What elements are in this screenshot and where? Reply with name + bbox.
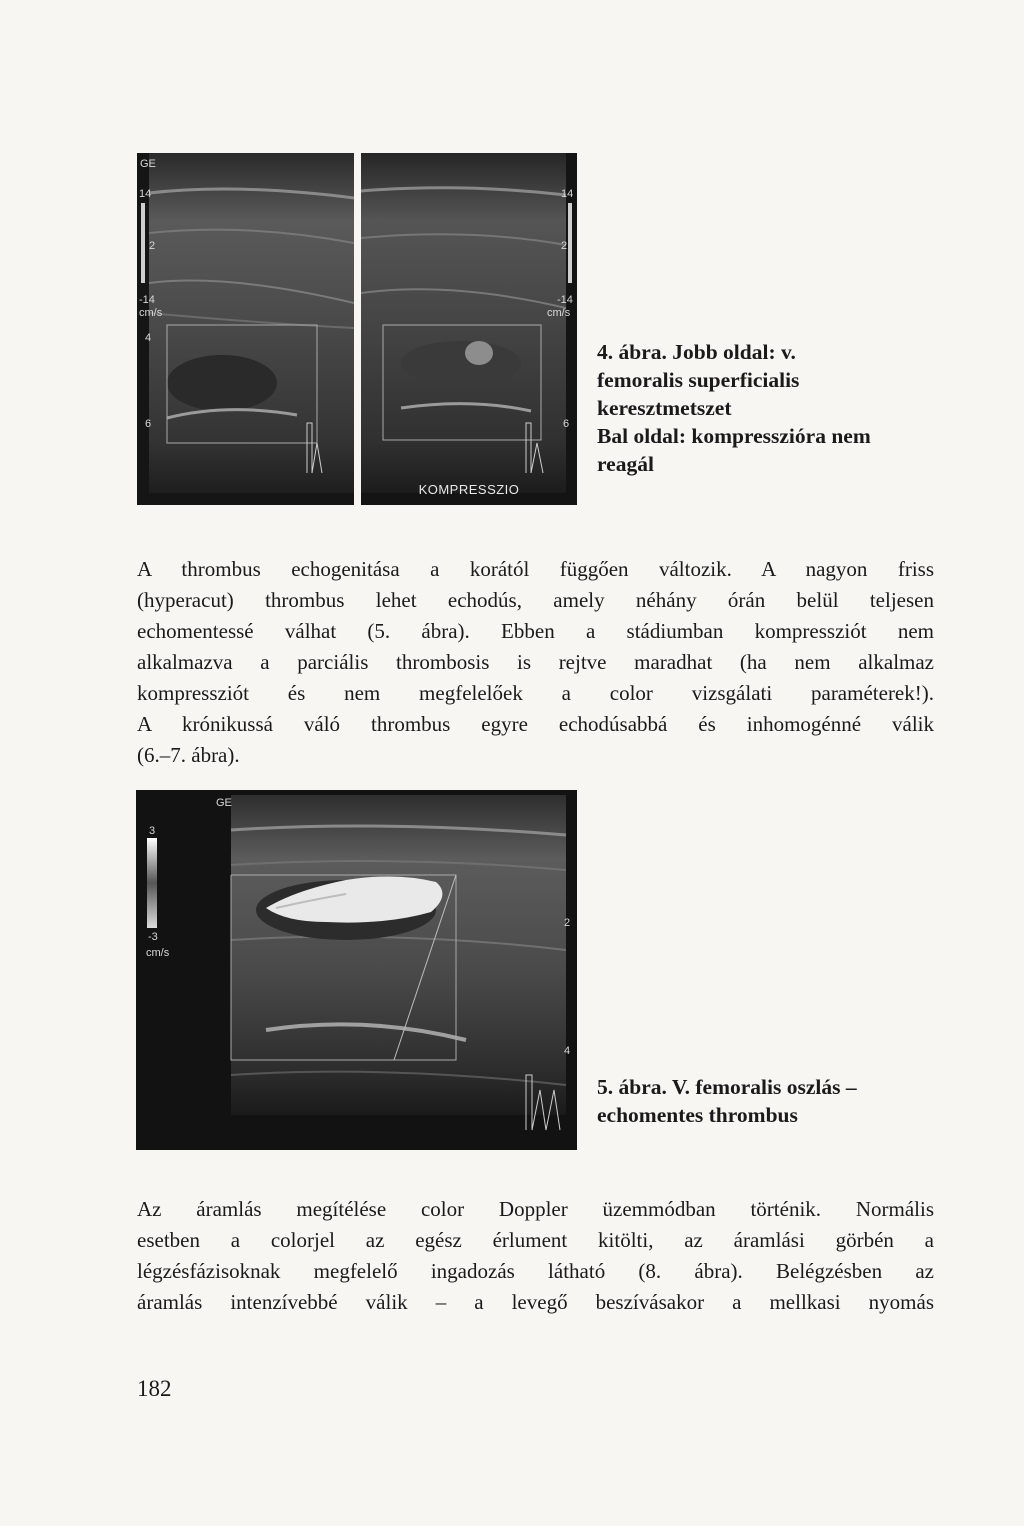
scale-top-label: 14 [561,188,574,200]
depth-label-2: 2 [564,917,571,929]
text-line: (hyperacut) thrombus lehet echodús, amely néhány órán belül teljesen [137,588,934,612]
compression-overlay-text: KOMPRESSZIO [418,482,520,497]
scale-bottom-label: -14 [139,294,155,306]
caption-line: femoralis superficialis [597,368,800,392]
depth-label-4: 4 [564,1045,571,1057]
figure5-ultrasound [136,790,577,1150]
scale-top-label: 3 [149,825,156,837]
caption-line: keresztmetszet [597,396,732,420]
caption-line: Bal oldal: kompresszióra nem [597,424,871,448]
scale-bottom-label: -14 [557,294,573,306]
logo: GE [216,797,232,809]
figure4-right-ultrasound [361,153,577,505]
text-line: esetben a colorjel az egész érlument kitölti, az áramlási görbén a [137,1228,934,1252]
depth-label-6: 6 [563,418,570,430]
figure4-caption [597,338,871,478]
text-line: echomentessé válhat (5. ábra). Ebben a stádiumban kompressziót nem [137,619,934,643]
text-line: kompressziót és nem megfelelőek a color vizsgálati paraméterek!). [137,681,934,705]
figure5-caption [597,1073,857,1129]
scale-unit-label: cm/s [139,307,163,319]
body-paragraph-1 [137,554,934,771]
caption-line: reagál [597,452,654,476]
text-line: Az áramlás megítélése color Doppler üzemmódban történik. Normális [137,1197,934,1221]
caption-line: 5. ábra. V. femoralis oszlás – [597,1075,857,1099]
figure4-left-ultrasound [137,153,354,505]
text-line: A krónikussá váló thrombus egyre echodúsabbá és inhomogénné válik [137,712,934,736]
text-line: alkalmazva a parciális thrombosis is rejtve maradhat (ha nem alkalmaz [137,650,934,674]
scale-mid-label: 2 [561,240,568,252]
scale-mid-label: 2 [149,240,156,252]
scale-top-label: 14 [139,188,152,200]
caption-line: echomentes thrombus [597,1103,798,1127]
logo: GE [140,158,156,170]
body-paragraph-2 [137,1194,934,1318]
text-line: A thrombus echogenitása a korától függően változik. A nagyon friss [137,557,934,581]
depth-label-4: 4 [145,332,152,344]
text-line: légzésfázisoknak megfelelő ingadozás látható (8. ábra). Belégzésben az [137,1259,934,1283]
caption-line: 4. ábra. Jobb oldal: v. [597,340,796,364]
text-line: (6.–7. ábra). [137,743,240,767]
scale-unit-label: cm/s [547,307,571,319]
page-number: 182 [137,1376,172,1401]
ultrasound-image-right [361,153,577,505]
scale-unit-label: cm/s [146,947,170,959]
scale-bottom-label: -3 [148,931,158,943]
ultrasound-image-left [137,153,354,505]
depth-label-6: 6 [145,418,152,430]
text-line: áramlás intenzívebbé válik – a levegő beszívásakor a mellkasi nyomás [137,1290,934,1314]
ultrasound-image-thrombus [136,790,577,1150]
